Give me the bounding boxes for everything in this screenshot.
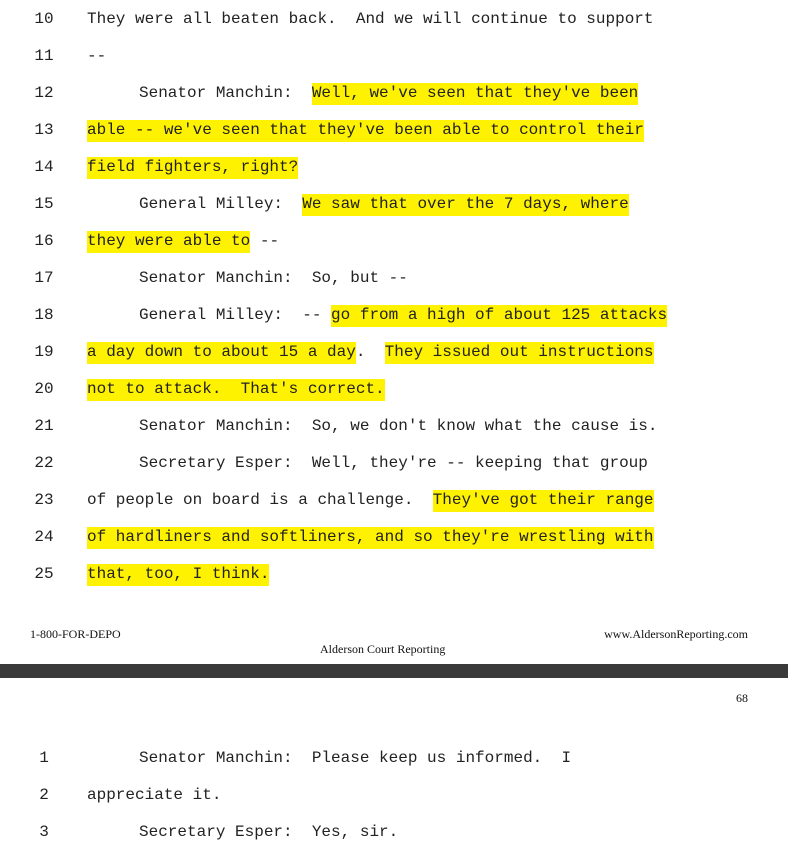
text-segment: Senator Manchin: So, but -- [139,269,408,287]
text-segment: -- [250,232,280,250]
line-text [87,343,654,361]
transcript-line [0,150,788,187]
line-number: 19 [34,343,54,361]
line-text [87,491,654,509]
line-text [87,528,654,546]
text-segment: . [355,343,385,361]
transcript-line [0,335,788,372]
text-segment: appreciate it. [87,786,222,804]
line-number: 13 [34,121,54,139]
line-number: 16 [34,232,54,250]
line-number: 22 [34,454,54,472]
highlighted-text: of hardliners and softliners, and so they're wrestling with [87,527,654,549]
text-segment: Secretary Esper: Yes, sir. [139,823,399,841]
line-text [139,269,408,287]
line-text [139,454,648,472]
highlighted-text: field fighters, right? [87,157,298,179]
footer-company: Alderson Court Reporting [320,642,446,656]
line-number: 20 [34,380,54,398]
line-number: 14 [34,158,54,176]
text-segment: General Milley: -- [139,306,332,324]
line-text [87,121,644,139]
page-divider [0,664,788,678]
line-number: 21 [34,417,54,435]
line-text [87,47,106,65]
line-number: 25 [34,565,54,583]
transcript-line [0,520,788,557]
line-text [139,84,638,102]
line-text [87,565,269,583]
line-text [139,417,657,435]
text-segment: General Milley: [139,195,303,213]
transcript-line [0,298,788,335]
footer-website: www.AldersonReporting.com [604,627,748,641]
transcript-line [0,372,788,409]
transcript-line [0,39,788,76]
highlighted-text: We saw that over the 7 days, where [302,194,628,216]
transcript-line [0,261,788,298]
transcript-page-68 [0,678,788,856]
transcript-line [0,741,788,778]
footer-phone: 1-800-FOR-DEPO [30,627,121,641]
transcript-line [0,409,788,446]
transcript-line [0,778,788,815]
line-text [87,380,385,398]
line-number: 2 [39,786,49,804]
highlighted-text: not to attack. That's correct. [87,379,385,401]
line-text [87,10,654,28]
line-text [87,786,221,804]
transcript-line [0,224,788,261]
line-number: 1 [39,749,49,767]
highlighted-text: They issued out instructions [385,342,654,364]
line-text [87,158,298,176]
text-segment: Senator Manchin: So, we don't know what the cause is. [139,417,658,435]
text-segment: They were all beaten back. And we will continue to support [87,10,654,28]
highlighted-text: that, too, I think. [87,564,269,586]
highlighted-text: a day down to about 15 a day [87,342,356,364]
text-segment: Senator Manchin: [139,84,312,102]
line-text [139,749,571,767]
highlighted-text: They've got their range [433,490,654,512]
highlighted-text: able -- we've seen that they've been able to control their [87,120,644,142]
line-text [139,823,398,841]
line-text [87,232,279,250]
line-text [139,195,629,213]
text-segment: Senator Manchin: Please keep us informed. I [139,749,572,767]
transcript-line [0,2,788,39]
text-segment: -- [87,47,107,65]
line-number: 23 [34,491,54,509]
line-number: 3 [39,823,49,841]
line-text [139,306,667,324]
transcript-line [0,113,788,150]
page-number: 68 [736,691,748,705]
transcript-line [0,815,788,852]
line-number: 17 [34,269,54,287]
transcript-line [0,557,788,594]
highlighted-text: they were able to [87,231,250,253]
transcript-line [0,483,788,520]
text-segment: of people on board is a challenge. [87,491,433,509]
line-number: 10 [34,10,54,28]
transcript-line [0,187,788,224]
line-number: 24 [34,528,54,546]
transcript-line [0,76,788,113]
highlighted-text: Well, we've seen that they've been [312,83,638,105]
highlighted-text: go from a high of about 125 attacks [331,305,667,327]
line-number: 18 [34,306,54,324]
line-number: 15 [34,195,54,213]
text-segment: Secretary Esper: Well, they're -- keeping that group [139,454,648,472]
transcript-line [0,446,788,483]
line-number: 12 [34,84,54,102]
line-number: 11 [34,47,54,65]
